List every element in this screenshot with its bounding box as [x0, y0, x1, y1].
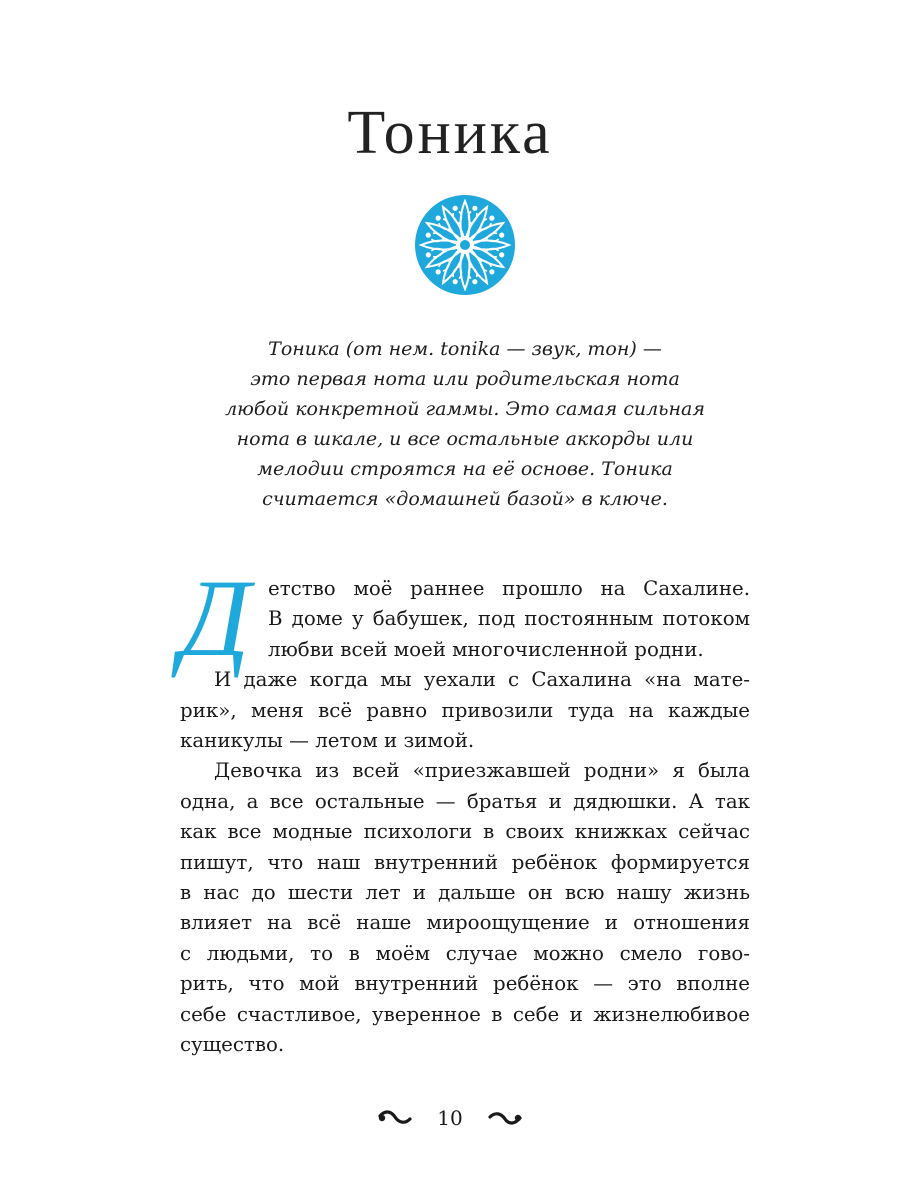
swash-left-icon — [377, 1108, 417, 1128]
text-line: В доме у бабушек, под постоянным потоком — [268, 607, 750, 631]
chapter-title: Тоника — [347, 99, 553, 167]
text-line: как все модные психологи в своих книжках сейчас — [180, 820, 750, 844]
text-line: себе счастливое, уверенное в себе и жизнелюбивое — [180, 1002, 750, 1026]
drop-cap: Д — [180, 557, 250, 679]
text-line: каникулы — летом и зимой. — [180, 729, 475, 753]
text-line: етство моё раннее прошло на Сахалине. — [268, 577, 750, 600]
paragraph-3 — [180, 756, 750, 1060]
epigraph — [160, 334, 770, 514]
epigraph-line: нота в шкале, и все остальные аккорды или — [236, 428, 694, 450]
text-line: рить, что мой внутренний ребёнок — это вполне — [180, 972, 750, 996]
floral-medallion-icon — [413, 193, 517, 297]
text-line: пишут, что наш внутренний ребёнок формируется — [180, 850, 750, 874]
page-footer — [0, 1104, 900, 1130]
text-line: И даже когда мы уехали с Сахалина «на мате- — [214, 668, 750, 692]
paragraph-2 — [180, 665, 750, 756]
epigraph-line: Тоника (от нем. tonika — звук, тон) — — [268, 338, 662, 360]
paragraph-1 — [180, 557, 750, 679]
body-text — [180, 557, 750, 1061]
epigraph-line: любой конкретной гаммы. Это самая сильная — [225, 398, 705, 420]
text-line: Девочка из всей «приезжавшей родни» я была — [214, 759, 750, 783]
text-line: рик», меня всё равно привозили туда на каждые — [180, 698, 750, 722]
text-line: с людьми, то в моём случае можно смело гово- — [180, 941, 750, 965]
text-line: одна, а все остальные — братья и дядюшки. А так — [180, 789, 750, 813]
epigraph-line: считается «домашней базой» в ключе. — [262, 488, 668, 510]
text-line: влияет на всё наше мироощущение и отношения — [180, 911, 750, 935]
epigraph-line: это первая нота или родительская нота — [250, 368, 680, 390]
swash-right-icon — [483, 1108, 523, 1128]
text-line: в нас до шести лет и дальше он всю нашу жизнь — [180, 881, 750, 905]
page-number: 10 — [437, 1105, 463, 1130]
text-line: существо. — [180, 1033, 285, 1057]
text-line: любви всей моей многочисленной родни. — [268, 637, 704, 661]
epigraph-line: мелодии строятся на её основе. Тоника — [257, 458, 673, 480]
